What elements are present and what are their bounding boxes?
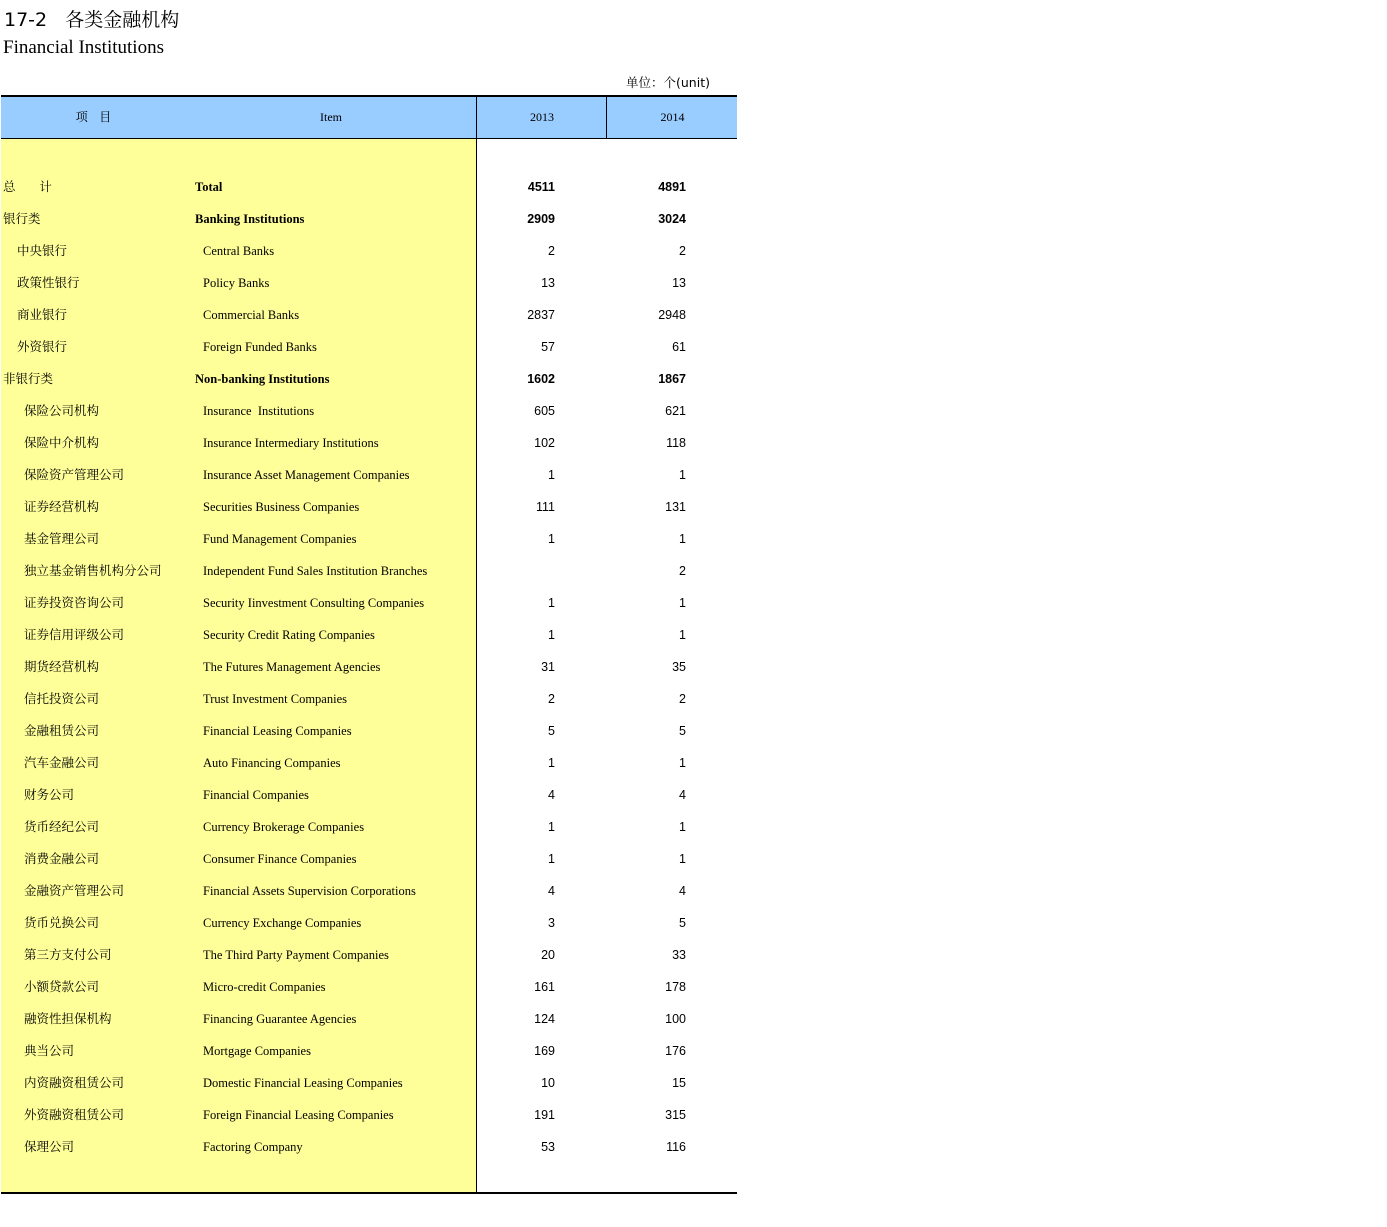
table-row: [1, 970, 737, 1002]
row-label-cn: 非银行类: [3, 371, 54, 386]
row-label-cn: 商业银行: [17, 307, 68, 322]
row-label-cn: 基金管理公司: [24, 531, 100, 546]
table-row: [1, 650, 737, 682]
value-2013: 4: [548, 788, 555, 802]
row-label-en: Factoring Company: [203, 1140, 303, 1154]
value-2014: 1: [679, 628, 686, 642]
value-2013: 1: [548, 596, 555, 610]
value-2013: 1: [548, 756, 555, 770]
table-row: [1, 362, 737, 394]
value-2013: 1: [548, 468, 555, 482]
row-label-en: Independent Fund Sales Institution Branches: [203, 564, 428, 578]
value-2014: 118: [666, 436, 686, 450]
row-label-en: Financial Assets Supervision Corporations: [203, 884, 416, 898]
value-2013: 20: [541, 948, 555, 962]
table-row: [1, 522, 737, 554]
value-2013: 102: [534, 436, 555, 450]
row-label-cn: 第三方支付公司: [24, 947, 112, 962]
table-row: [1, 1098, 737, 1130]
row-label-en: Foreign Financial Leasing Companies: [203, 1108, 394, 1122]
value-2014: 4: [679, 788, 686, 802]
row-label-en: Securities Business Companies: [203, 500, 360, 514]
table-row: [1, 554, 737, 586]
row-label-en: Central Banks: [203, 244, 275, 258]
table-row: [1, 778, 737, 810]
value-2013: 605: [534, 404, 555, 418]
row-label-cn: 金融租赁公司: [24, 723, 100, 738]
value-2014: 176: [665, 1044, 686, 1058]
table-row: [1, 682, 737, 714]
value-2014: 100: [665, 1012, 686, 1026]
row-label-en: Domestic Financial Leasing Companies: [203, 1076, 403, 1090]
row-label-en: Fund Management Companies: [203, 532, 357, 546]
row-label-en: The Futures Management Agencies: [203, 660, 381, 674]
row-label-en: The Third Party Payment Companies: [203, 948, 389, 962]
value-2014: 33: [672, 948, 686, 962]
row-label-en: Insurance Institutions: [203, 404, 315, 418]
row-label-cn: 证券经营机构: [24, 499, 100, 514]
row-label-en: Total: [195, 180, 223, 194]
row-label-en: Micro-credit Companies: [203, 980, 326, 994]
row-label-en: Auto Financing Companies: [203, 756, 341, 770]
unit-label: 单位：个(unit): [626, 75, 710, 90]
table-row: [1, 714, 737, 746]
row-label-cn: 中央银行: [17, 243, 68, 258]
table-body: [1, 170, 737, 1162]
value-2014: 2948: [658, 308, 686, 322]
header-item-en: Item: [320, 110, 342, 124]
table-row: [1, 1066, 737, 1098]
value-2013: 10: [541, 1076, 555, 1090]
row-label-cn: 独立基金销售机构分公司: [24, 563, 162, 578]
value-2013: 1: [548, 628, 555, 642]
table-row: [1, 842, 737, 874]
row-label-en: Consumer Finance Companies: [203, 852, 357, 866]
value-2013: 2: [548, 692, 555, 706]
row-label-cn: 证券投资咨询公司: [24, 595, 125, 610]
table-row: [1, 1034, 737, 1066]
value-2014: 35: [672, 660, 686, 674]
value-2014: 15: [672, 1076, 686, 1090]
row-label-en: Policy Banks: [203, 276, 270, 290]
value-2013: 31: [541, 660, 555, 674]
table-row: [1, 458, 737, 490]
row-label-cn: 政策性银行: [17, 275, 80, 290]
table-row: [1, 1130, 737, 1162]
value-2014: 1: [679, 468, 686, 482]
value-2014: 131: [665, 500, 686, 514]
row-label-cn: 货币经纪公司: [24, 819, 100, 834]
table-row: [1, 330, 737, 362]
table-row: [1, 298, 737, 330]
row-label-cn: 内资融资租赁公司: [24, 1075, 125, 1090]
row-label-cn: 保理公司: [24, 1139, 75, 1154]
value-2013: 4: [548, 884, 555, 898]
value-2013: 111: [535, 500, 555, 514]
row-label-cn: 保险资产管理公司: [24, 467, 125, 482]
table-bottom-rule: [1, 1192, 737, 1194]
value-2014: 61: [672, 340, 686, 354]
header-item-cn: 项 目: [75, 110, 112, 124]
value-2013: 3: [548, 916, 555, 930]
value-2013: 169: [534, 1044, 555, 1058]
value-2014: 2: [679, 692, 686, 706]
table-row: [1, 490, 737, 522]
value-2013: 1: [548, 820, 555, 834]
row-label-en: Foreign Funded Banks: [203, 340, 317, 354]
table-row: [1, 266, 737, 298]
header-year-2014: 2014: [606, 97, 738, 138]
table-row: [1, 170, 737, 202]
row-label-en: Financing Guarantee Agencies: [203, 1012, 357, 1026]
table-row: [1, 586, 737, 618]
row-label-cn: 信托投资公司: [24, 691, 100, 706]
value-2014: 315: [665, 1108, 686, 1122]
value-2014: 2: [679, 244, 686, 258]
row-label-en: Security Credit Rating Companies: [203, 628, 375, 642]
value-2014: 1: [679, 756, 686, 770]
table-row: [1, 426, 737, 458]
value-2013: 191: [534, 1108, 555, 1122]
value-2013: 1: [548, 532, 555, 546]
table-row: [1, 618, 737, 650]
value-2013: 13: [541, 276, 555, 290]
row-label-cn: 货币兑换公司: [24, 915, 100, 930]
institutions-table: [1, 95, 737, 1195]
value-2013: 5: [548, 724, 555, 738]
row-label-cn: 保险公司机构: [24, 403, 100, 418]
row-label-cn: 证券信用评级公司: [24, 627, 125, 642]
row-label-en: Insurance Intermediary Institutions: [203, 436, 379, 450]
row-label-cn: 汽车金融公司: [24, 755, 100, 770]
row-label-cn: 总 计: [3, 179, 52, 194]
row-label-cn: 金融资产管理公司: [24, 883, 125, 898]
row-label-cn: 银行类: [3, 211, 41, 226]
value-2014: 4: [679, 884, 686, 898]
row-label-cn: 融资性担保机构: [24, 1011, 112, 1026]
table-row: [1, 906, 737, 938]
page-title-en: Financial Institutions: [3, 37, 164, 58]
row-label-cn: 期货经营机构: [24, 659, 100, 674]
row-label-cn: 外资银行: [17, 339, 68, 354]
row-label-cn: 典当公司: [24, 1043, 75, 1058]
value-2014: 1867: [658, 372, 686, 386]
row-label-en: Insurance Asset Management Companies: [203, 468, 410, 482]
row-label-cn: 财务公司: [24, 787, 75, 802]
value-2013: 57: [541, 340, 555, 354]
value-2013: 161: [534, 980, 555, 994]
row-label-en: Security Iinvestment Consulting Companies: [203, 596, 425, 610]
table-row: [1, 938, 737, 970]
value-2013: 1602: [527, 372, 555, 386]
value-2014: 1: [679, 852, 686, 866]
row-label-cn: 小额贷款公司: [24, 979, 100, 994]
row-label-en: Mortgage Companies: [203, 1044, 311, 1058]
value-2013: 2909: [527, 212, 555, 226]
table-row: [1, 394, 737, 426]
page-title-cn: 17-2 各类金融机构: [4, 9, 180, 31]
row-label-en: Non-banking Institutions: [195, 372, 330, 386]
value-2013: 1: [548, 852, 555, 866]
row-label-cn: 外资融资租赁公司: [24, 1107, 125, 1122]
row-label-en: Trust Investment Companies: [203, 692, 347, 706]
value-2014: 4891: [658, 180, 686, 194]
value-2013: 4511: [527, 180, 555, 194]
row-label-en: Currency Brokerage Companies: [203, 820, 365, 834]
table-row: [1, 202, 737, 234]
value-2014: 13: [672, 276, 686, 290]
value-2014: 1: [679, 532, 686, 546]
row-label-cn: 保险中介机构: [24, 435, 100, 450]
row-label-en: Financial Leasing Companies: [203, 724, 352, 738]
row-label-cn: 消费金融公司: [24, 851, 100, 866]
value-2014: 178: [665, 980, 686, 994]
value-2014: 5: [679, 724, 686, 738]
value-2014: 2: [679, 564, 686, 578]
value-2013: 2: [548, 244, 555, 258]
value-2014: 621: [665, 404, 686, 418]
table-row: [1, 746, 737, 778]
row-label-en: Financial Companies: [203, 788, 309, 802]
value-2013: 124: [534, 1012, 555, 1026]
value-2014: 116: [666, 1140, 686, 1154]
row-label-en: Commercial Banks: [203, 308, 300, 322]
table-row: [1, 1002, 737, 1034]
header-year-2013: 2013: [476, 97, 607, 138]
value-2014: 3024: [658, 212, 686, 226]
value-2013: 53: [541, 1140, 555, 1154]
table-row: [1, 874, 737, 906]
row-label-en: Banking Institutions: [195, 212, 305, 226]
value-2014: 1: [679, 596, 686, 610]
value-2014: 5: [679, 916, 686, 930]
row-label-en: Currency Exchange Companies: [203, 916, 362, 930]
value-2013: 2837: [527, 308, 555, 322]
table-row: [1, 810, 737, 842]
table-header: [1, 97, 737, 139]
value-2014: 1: [679, 820, 686, 834]
table-row: [1, 234, 737, 266]
